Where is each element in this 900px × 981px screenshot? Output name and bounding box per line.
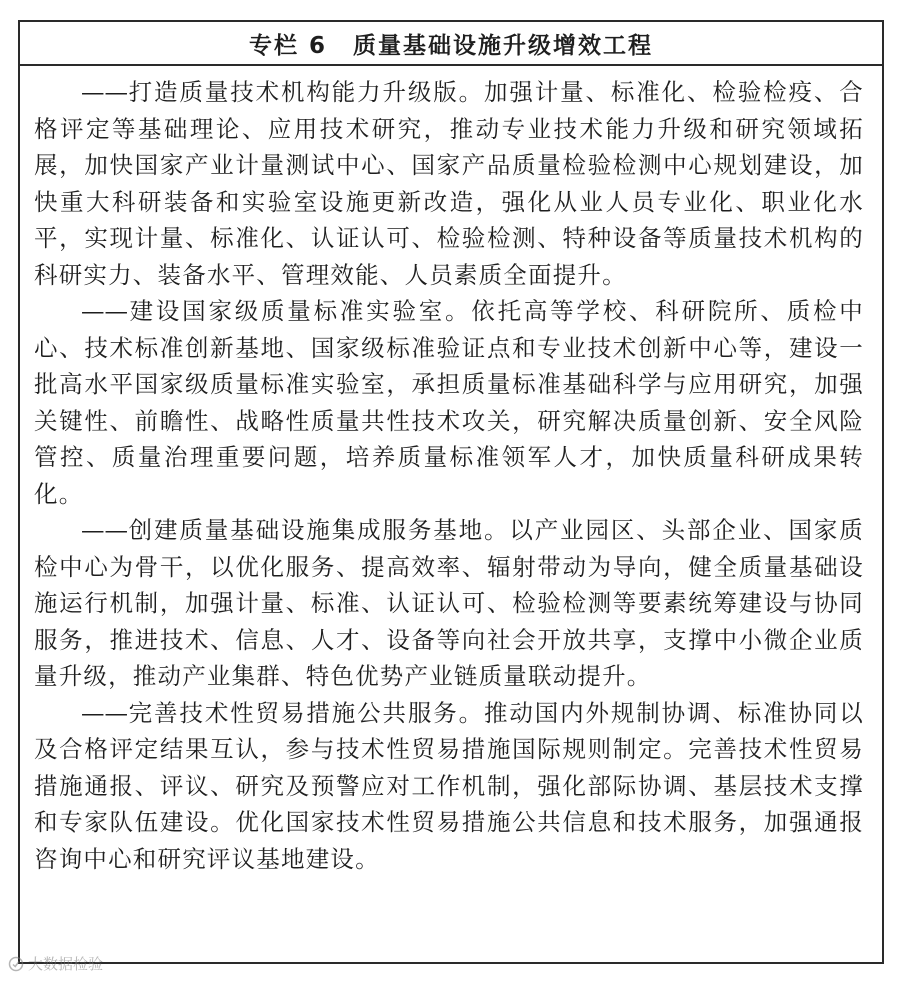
em-dash: —— <box>81 297 128 325</box>
em-dash: —— <box>81 698 128 727</box>
paragraph-text: 完善技术性贸易措施公共服务。推动国内外规制协调、标准协同以及合格评定结果互认，参与技术性贸易措施国际规则制定。完善技术性贸易措施通报、评议、研究及预警应对工作机制，强化部际协调、基层技术支撑和专家队伍建设。优化国家技术性贸易措施公共信息和技术服务，加强通报咨询中心和研究评议基地建设。 <box>34 698 864 873</box>
column-title: 质量基础设施升级增效工程 <box>353 32 653 59</box>
watermark <box>8 953 103 974</box>
paragraph <box>34 512 864 695</box>
paragraph-text: 创建质量基础设施集成服务基地。以产业园区、头部企业、国家质检中心为骨干，以优化服务、提高效率、辐射带动为导向，健全质量基础设施运行机制，加强计量、标准、认证认可、检验检测等要素统筹建设与协同服务，推进技术、信息、人才、设备等向社会开放共享，支撑中小微企业质量升级，推动产业集群、特色优势产业链质量联动提升。 <box>34 516 864 690</box>
paragraph <box>34 695 864 878</box>
em-dash: —— <box>81 78 128 106</box>
column-body <box>20 66 882 877</box>
watermark-text: 大数据检验 <box>28 955 104 973</box>
paragraph <box>34 293 864 512</box>
em-dash: —— <box>81 516 128 544</box>
column-box <box>18 20 884 964</box>
paragraph-text: 打造质量技术机构能力升级版。加强计量、标准化、检验检疫、合格评定等基础理论、应用技术研究，推动专业技术能力升级和研究领域拓展，加快国家产业计量测试中心、国家产品质量检验检测中心规划建设，加快重大科研装备和实验室设施更新改造，强化从业人员专业化、职业化水平，实现计量、标准化、认证认可、检验检测、特种设备等质量技术机构的科研实力、装备水平、管理效能、人员素质全面提升。 <box>34 78 864 289</box>
column-label: 专栏 6 <box>248 32 327 59</box>
watermark-logo-icon <box>8 956 24 972</box>
paragraph <box>34 74 864 293</box>
column-header <box>20 22 882 66</box>
paragraph-text: 建设国家级质量标准实验室。依托高等学校、科研院所、质检中心、技术标准创新基地、国家级标准验证点和专业技术创新中心等，建设一批高水平国家级质量标准实验室，承担质量标准基础科学与应用研究，加强关键性、前瞻性、战略性质量共性技术攻关，研究解决质量创新、安全风险管控、质量治理重要问题，培养质量标准领军人才，加快质量科研成果转化。 <box>34 297 864 508</box>
